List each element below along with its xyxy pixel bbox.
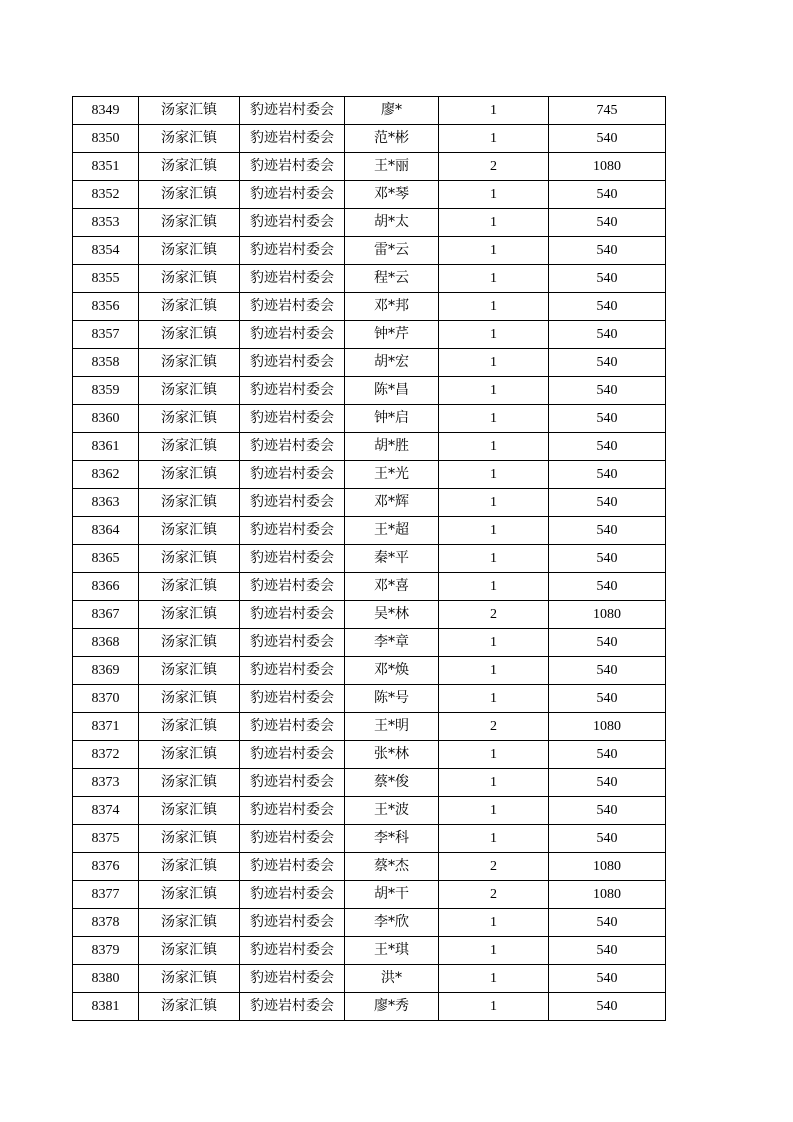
person-name-cell: 胡*太 xyxy=(345,209,439,237)
town-cell: 汤家汇镇 xyxy=(139,937,240,965)
household-count-cell: 1 xyxy=(439,909,549,937)
person-name-cell: 蔡*俊 xyxy=(345,769,439,797)
town-cell: 汤家汇镇 xyxy=(139,321,240,349)
person-name-cell: 廖* xyxy=(345,97,439,125)
row-number-cell: 8361 xyxy=(73,433,139,461)
town-cell: 汤家汇镇 xyxy=(139,797,240,825)
town-cell: 汤家汇镇 xyxy=(139,741,240,769)
table-row xyxy=(73,741,666,769)
table-row xyxy=(73,825,666,853)
village-committee-cell: 豹迹岩村委会 xyxy=(240,937,345,965)
table-row xyxy=(73,209,666,237)
village-committee-cell: 豹迹岩村委会 xyxy=(240,377,345,405)
amount-cell: 540 xyxy=(549,741,666,769)
amount-cell: 540 xyxy=(549,517,666,545)
table-row xyxy=(73,965,666,993)
household-count-cell: 1 xyxy=(439,209,549,237)
row-number-cell: 8372 xyxy=(73,741,139,769)
row-number-cell: 8351 xyxy=(73,153,139,181)
household-count-cell: 1 xyxy=(439,825,549,853)
table-row xyxy=(73,993,666,1021)
person-name-cell: 李*章 xyxy=(345,629,439,657)
table-row xyxy=(73,153,666,181)
town-cell: 汤家汇镇 xyxy=(139,461,240,489)
person-name-cell: 王*琪 xyxy=(345,937,439,965)
person-name-cell: 邓*琴 xyxy=(345,181,439,209)
amount-cell: 540 xyxy=(549,265,666,293)
row-number-cell: 8350 xyxy=(73,125,139,153)
village-committee-cell: 豹迹岩村委会 xyxy=(240,97,345,125)
village-committee-cell: 豹迹岩村委会 xyxy=(240,657,345,685)
town-cell: 汤家汇镇 xyxy=(139,517,240,545)
person-name-cell: 秦*平 xyxy=(345,545,439,573)
person-name-cell: 王*波 xyxy=(345,797,439,825)
village-committee-cell: 豹迹岩村委会 xyxy=(240,909,345,937)
row-number-cell: 8359 xyxy=(73,377,139,405)
amount-cell: 540 xyxy=(549,377,666,405)
person-name-cell: 钟*启 xyxy=(345,405,439,433)
table-body xyxy=(73,97,666,1021)
town-cell: 汤家汇镇 xyxy=(139,713,240,741)
person-name-cell: 邓*邦 xyxy=(345,293,439,321)
village-committee-cell: 豹迹岩村委会 xyxy=(240,461,345,489)
amount-cell: 540 xyxy=(549,657,666,685)
household-count-cell: 1 xyxy=(439,489,549,517)
amount-cell: 1080 xyxy=(549,881,666,909)
row-number-cell: 8357 xyxy=(73,321,139,349)
row-number-cell: 8349 xyxy=(73,97,139,125)
person-name-cell: 李*欣 xyxy=(345,909,439,937)
amount-cell: 540 xyxy=(549,993,666,1021)
household-count-cell: 1 xyxy=(439,629,549,657)
table-row xyxy=(73,909,666,937)
household-count-cell: 1 xyxy=(439,349,549,377)
household-count-cell: 1 xyxy=(439,181,549,209)
person-name-cell: 王*超 xyxy=(345,517,439,545)
table-row xyxy=(73,713,666,741)
row-number-cell: 8358 xyxy=(73,349,139,377)
amount-cell: 540 xyxy=(549,461,666,489)
row-number-cell: 8379 xyxy=(73,937,139,965)
amount-cell: 1080 xyxy=(549,713,666,741)
amount-cell: 540 xyxy=(549,489,666,517)
town-cell: 汤家汇镇 xyxy=(139,489,240,517)
table-row xyxy=(73,265,666,293)
village-committee-cell: 豹迹岩村委会 xyxy=(240,125,345,153)
household-count-cell: 2 xyxy=(439,713,549,741)
table-row xyxy=(73,489,666,517)
table-row xyxy=(73,517,666,545)
village-committee-cell: 豹迹岩村委会 xyxy=(240,181,345,209)
amount-cell: 540 xyxy=(549,629,666,657)
village-committee-cell: 豹迹岩村委会 xyxy=(240,685,345,713)
village-committee-cell: 豹迹岩村委会 xyxy=(240,881,345,909)
village-committee-cell: 豹迹岩村委会 xyxy=(240,349,345,377)
row-number-cell: 8356 xyxy=(73,293,139,321)
person-name-cell: 洪* xyxy=(345,965,439,993)
household-count-cell: 2 xyxy=(439,601,549,629)
town-cell: 汤家汇镇 xyxy=(139,825,240,853)
village-committee-cell: 豹迹岩村委会 xyxy=(240,629,345,657)
person-name-cell: 胡*干 xyxy=(345,881,439,909)
person-name-cell: 雷*云 xyxy=(345,237,439,265)
amount-cell: 540 xyxy=(549,825,666,853)
town-cell: 汤家汇镇 xyxy=(139,97,240,125)
amount-cell: 540 xyxy=(549,965,666,993)
village-committee-cell: 豹迹岩村委会 xyxy=(240,713,345,741)
town-cell: 汤家汇镇 xyxy=(139,993,240,1021)
town-cell: 汤家汇镇 xyxy=(139,629,240,657)
village-committee-cell: 豹迹岩村委会 xyxy=(240,825,345,853)
person-name-cell: 王*光 xyxy=(345,461,439,489)
person-name-cell: 陈*昌 xyxy=(345,377,439,405)
row-number-cell: 8380 xyxy=(73,965,139,993)
row-number-cell: 8370 xyxy=(73,685,139,713)
person-name-cell: 廖*秀 xyxy=(345,993,439,1021)
village-committee-cell: 豹迹岩村委会 xyxy=(240,797,345,825)
town-cell: 汤家汇镇 xyxy=(139,881,240,909)
table-row xyxy=(73,881,666,909)
village-committee-cell: 豹迹岩村委会 xyxy=(240,741,345,769)
amount-cell: 540 xyxy=(549,685,666,713)
table-row xyxy=(73,461,666,489)
person-name-cell: 邓*喜 xyxy=(345,573,439,601)
row-number-cell: 8376 xyxy=(73,853,139,881)
row-number-cell: 8365 xyxy=(73,545,139,573)
village-committee-cell: 豹迹岩村委会 xyxy=(240,965,345,993)
town-cell: 汤家汇镇 xyxy=(139,433,240,461)
person-name-cell: 李*科 xyxy=(345,825,439,853)
household-count-cell: 1 xyxy=(439,461,549,489)
row-number-cell: 8362 xyxy=(73,461,139,489)
row-number-cell: 8355 xyxy=(73,265,139,293)
town-cell: 汤家汇镇 xyxy=(139,657,240,685)
household-count-cell: 1 xyxy=(439,293,549,321)
town-cell: 汤家汇镇 xyxy=(139,237,240,265)
row-number-cell: 8374 xyxy=(73,797,139,825)
household-count-cell: 1 xyxy=(439,405,549,433)
table-row xyxy=(73,181,666,209)
town-cell: 汤家汇镇 xyxy=(139,349,240,377)
village-committee-cell: 豹迹岩村委会 xyxy=(240,433,345,461)
town-cell: 汤家汇镇 xyxy=(139,181,240,209)
row-number-cell: 8360 xyxy=(73,405,139,433)
row-number-cell: 8353 xyxy=(73,209,139,237)
household-count-cell: 1 xyxy=(439,741,549,769)
village-committee-cell: 豹迹岩村委会 xyxy=(240,545,345,573)
row-number-cell: 8367 xyxy=(73,601,139,629)
row-number-cell: 8352 xyxy=(73,181,139,209)
household-count-cell: 1 xyxy=(439,321,549,349)
person-name-cell: 王*丽 xyxy=(345,153,439,181)
household-count-cell: 1 xyxy=(439,657,549,685)
table-row xyxy=(73,601,666,629)
table-row xyxy=(73,853,666,881)
town-cell: 汤家汇镇 xyxy=(139,209,240,237)
village-committee-cell: 豹迹岩村委会 xyxy=(240,237,345,265)
table-row xyxy=(73,293,666,321)
table-row xyxy=(73,769,666,797)
household-count-cell: 2 xyxy=(439,853,549,881)
person-name-cell: 钟*芹 xyxy=(345,321,439,349)
person-name-cell: 胡*宏 xyxy=(345,349,439,377)
table-row xyxy=(73,321,666,349)
table-row xyxy=(73,349,666,377)
amount-cell: 540 xyxy=(549,321,666,349)
household-count-cell: 1 xyxy=(439,125,549,153)
table-row xyxy=(73,545,666,573)
village-committee-cell: 豹迹岩村委会 xyxy=(240,153,345,181)
amount-cell: 540 xyxy=(549,237,666,265)
table-row xyxy=(73,937,666,965)
village-committee-cell: 豹迹岩村委会 xyxy=(240,517,345,545)
table-row xyxy=(73,237,666,265)
household-count-cell: 1 xyxy=(439,237,549,265)
household-count-cell: 1 xyxy=(439,517,549,545)
row-number-cell: 8369 xyxy=(73,657,139,685)
person-name-cell: 范*彬 xyxy=(345,125,439,153)
amount-cell: 540 xyxy=(549,405,666,433)
household-count-cell: 1 xyxy=(439,769,549,797)
household-count-cell: 1 xyxy=(439,685,549,713)
person-name-cell: 邓*焕 xyxy=(345,657,439,685)
household-count-cell: 1 xyxy=(439,265,549,293)
amount-cell: 540 xyxy=(549,909,666,937)
person-name-cell: 程*云 xyxy=(345,265,439,293)
amount-cell: 540 xyxy=(549,937,666,965)
town-cell: 汤家汇镇 xyxy=(139,293,240,321)
town-cell: 汤家汇镇 xyxy=(139,545,240,573)
village-committee-cell: 豹迹岩村委会 xyxy=(240,601,345,629)
village-committee-cell: 豹迹岩村委会 xyxy=(240,405,345,433)
amount-cell: 540 xyxy=(549,181,666,209)
town-cell: 汤家汇镇 xyxy=(139,769,240,797)
household-count-cell: 1 xyxy=(439,97,549,125)
amount-cell: 1080 xyxy=(549,153,666,181)
amount-cell: 540 xyxy=(549,293,666,321)
row-number-cell: 8368 xyxy=(73,629,139,657)
row-number-cell: 8381 xyxy=(73,993,139,1021)
table-row xyxy=(73,573,666,601)
row-number-cell: 8378 xyxy=(73,909,139,937)
table-row xyxy=(73,433,666,461)
person-name-cell: 陈*号 xyxy=(345,685,439,713)
town-cell: 汤家汇镇 xyxy=(139,125,240,153)
town-cell: 汤家汇镇 xyxy=(139,573,240,601)
data-table xyxy=(72,96,666,1021)
village-committee-cell: 豹迹岩村委会 xyxy=(240,489,345,517)
table-row xyxy=(73,629,666,657)
household-count-cell: 2 xyxy=(439,153,549,181)
person-name-cell: 邓*辉 xyxy=(345,489,439,517)
household-count-cell: 1 xyxy=(439,797,549,825)
row-number-cell: 8363 xyxy=(73,489,139,517)
row-number-cell: 8371 xyxy=(73,713,139,741)
village-committee-cell: 豹迹岩村委会 xyxy=(240,769,345,797)
town-cell: 汤家汇镇 xyxy=(139,265,240,293)
town-cell: 汤家汇镇 xyxy=(139,909,240,937)
household-count-cell: 1 xyxy=(439,545,549,573)
amount-cell: 540 xyxy=(549,573,666,601)
amount-cell: 540 xyxy=(549,125,666,153)
town-cell: 汤家汇镇 xyxy=(139,853,240,881)
town-cell: 汤家汇镇 xyxy=(139,405,240,433)
table-row xyxy=(73,797,666,825)
village-committee-cell: 豹迹岩村委会 xyxy=(240,321,345,349)
amount-cell: 1080 xyxy=(549,853,666,881)
amount-cell: 540 xyxy=(549,433,666,461)
row-number-cell: 8377 xyxy=(73,881,139,909)
household-count-cell: 1 xyxy=(439,937,549,965)
village-committee-cell: 豹迹岩村委会 xyxy=(240,853,345,881)
table-row xyxy=(73,377,666,405)
table-row xyxy=(73,97,666,125)
amount-cell: 745 xyxy=(549,97,666,125)
household-count-cell: 1 xyxy=(439,433,549,461)
person-name-cell: 蔡*杰 xyxy=(345,853,439,881)
table-row xyxy=(73,405,666,433)
row-number-cell: 8354 xyxy=(73,237,139,265)
household-count-cell: 1 xyxy=(439,377,549,405)
amount-cell: 540 xyxy=(549,545,666,573)
amount-cell: 540 xyxy=(549,797,666,825)
town-cell: 汤家汇镇 xyxy=(139,685,240,713)
town-cell: 汤家汇镇 xyxy=(139,377,240,405)
household-count-cell: 1 xyxy=(439,993,549,1021)
amount-cell: 1080 xyxy=(549,601,666,629)
amount-cell: 540 xyxy=(549,349,666,377)
town-cell: 汤家汇镇 xyxy=(139,153,240,181)
row-number-cell: 8373 xyxy=(73,769,139,797)
household-count-cell: 1 xyxy=(439,573,549,601)
town-cell: 汤家汇镇 xyxy=(139,965,240,993)
village-committee-cell: 豹迹岩村委会 xyxy=(240,209,345,237)
person-name-cell: 张*林 xyxy=(345,741,439,769)
person-name-cell: 胡*胜 xyxy=(345,433,439,461)
table-row xyxy=(73,125,666,153)
village-committee-cell: 豹迹岩村委会 xyxy=(240,293,345,321)
household-count-cell: 1 xyxy=(439,965,549,993)
row-number-cell: 8364 xyxy=(73,517,139,545)
person-name-cell: 王*明 xyxy=(345,713,439,741)
village-committee-cell: 豹迹岩村委会 xyxy=(240,265,345,293)
household-count-cell: 2 xyxy=(439,881,549,909)
town-cell: 汤家汇镇 xyxy=(139,601,240,629)
amount-cell: 540 xyxy=(549,209,666,237)
village-committee-cell: 豹迹岩村委会 xyxy=(240,573,345,601)
amount-cell: 540 xyxy=(549,769,666,797)
table-row xyxy=(73,657,666,685)
row-number-cell: 8375 xyxy=(73,825,139,853)
person-name-cell: 吴*林 xyxy=(345,601,439,629)
table-row xyxy=(73,685,666,713)
row-number-cell: 8366 xyxy=(73,573,139,601)
village-committee-cell: 豹迹岩村委会 xyxy=(240,993,345,1021)
